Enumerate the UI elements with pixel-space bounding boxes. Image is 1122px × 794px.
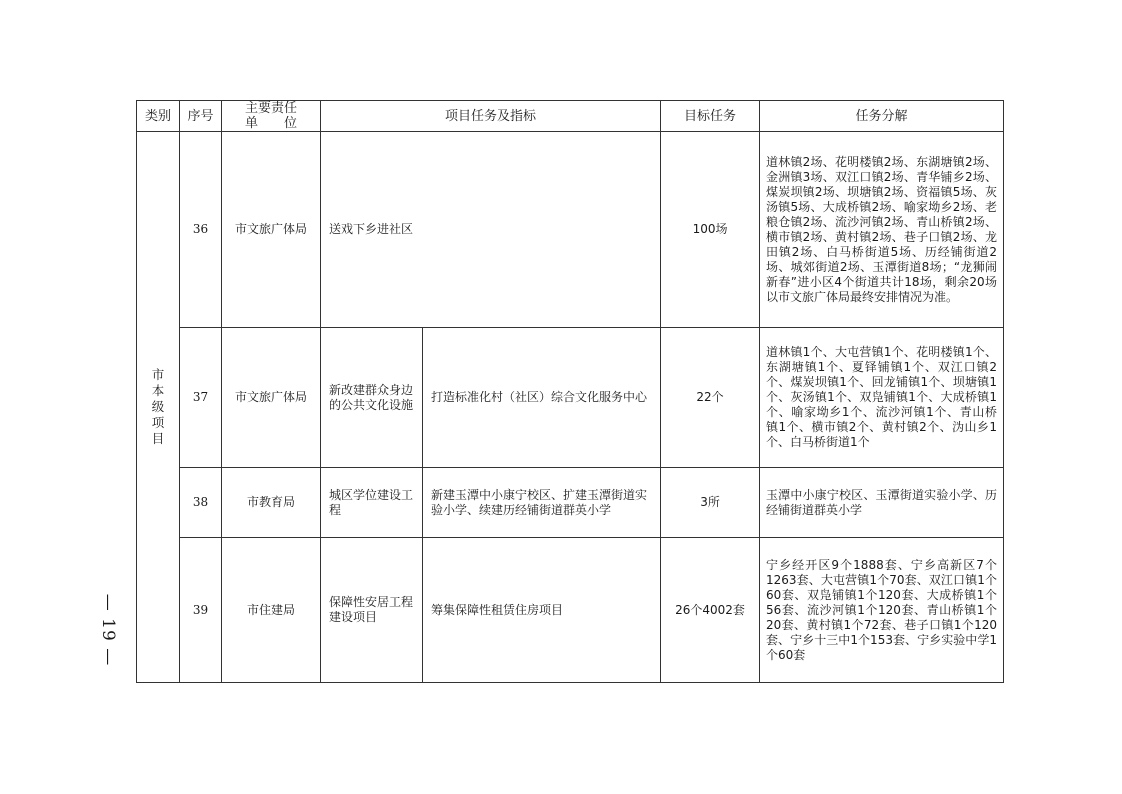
project-cell: 城区学位建设工程 — [321, 468, 423, 538]
project-detail-cell: 打造标准化村（社区）综合文化服务中心 — [423, 328, 661, 468]
table-row — [137, 132, 1004, 328]
table-header-row — [137, 101, 1004, 132]
unit-cell: 市文旅广体局 — [222, 328, 321, 468]
header-unit: 主要责任 单 位 — [222, 101, 321, 132]
target-cell: 26个4002套 — [661, 538, 760, 683]
seq-cell: 36 — [180, 132, 222, 328]
unit-cell: 市文旅广体局 — [222, 132, 321, 328]
project-detail-cell: 新建玉潭中小康宁校区、扩建玉潭街道实验小学、续建历经铺街道群英小学 — [423, 468, 661, 538]
header-decomposition: 任务分解 — [760, 101, 1004, 132]
unit-cell: 市教育局 — [222, 468, 321, 538]
project-cell: 送戏下乡进社区 — [321, 132, 661, 328]
page-number — [93, 575, 123, 685]
unit-cell: 市住建局 — [222, 538, 321, 683]
decomposition-cell: 道林镇2场、花明楼镇2场、东湖塘镇2场、金洲镇3场、双江口镇2场、青华铺乡2场、煤炭坝镇2场、坝塘镇2场、资福镇5场、灰汤镇5场、大成桥镇2场、喻家坳乡2场、老粮仓镇2场、流沙河镇2场、青山桥镇2场、横市镇2场、黄村镇2场、巷子口镇2场、龙田镇2场、白马桥街道5场、历经铺街道2场、城郊街道2场、玉潭街道8场；“龙狮闹新春”进小区4个街道共计18场，剩余20场以市文旅广体局最终安排情况为准。 — [760, 132, 1004, 328]
category-label: 市本级项目 — [151, 367, 165, 446]
seq-cell: 38 — [180, 468, 222, 538]
header-target: 目标任务 — [661, 101, 760, 132]
seq-cell: 39 — [180, 538, 222, 683]
project-detail-cell: 筹集保障性租赁住房项目 — [423, 538, 661, 683]
header-seq: 序号 — [180, 101, 222, 132]
header-category: 类别 — [137, 101, 180, 132]
target-cell: 100场 — [661, 132, 760, 328]
target-cell: 22个 — [661, 328, 760, 468]
table-row — [137, 328, 1004, 468]
project-cell: 保障性安居工程建设项目 — [321, 538, 423, 683]
page-number-text: — 19 — — [98, 593, 119, 667]
decomposition-cell: 道林镇1个、大屯营镇1个、花明楼镇1个、东湖塘镇1个、夏铎铺镇1个、双江口镇2个、煤炭坝镇1个、回龙铺镇1个、坝塘镇1个、灰汤镇1个、双凫铺镇1个、大成桥镇1个、喻家坳乡1个、流沙河镇1个、青山桥镇1个、横市镇2个、黄村镇2个、沩山乡1个、白马桥街道1个 — [760, 328, 1004, 468]
seq-cell: 37 — [180, 328, 222, 468]
target-cell: 3所 — [661, 468, 760, 538]
decomposition-cell: 宁乡经开区9个1888套、宁乡高新区7个1263套、大屯营镇1个70套、双江口镇1个60套、双凫铺镇1个120套、大成桥镇1个56套、流沙河镇1个120套、青山桥镇1个20套、黄村镇1个72套、巷子口镇1个120套、宁乡十三中1个153套、宁乡实验中学1个60套 — [760, 538, 1004, 683]
category-cell — [137, 132, 180, 683]
header-project: 项目任务及指标 — [321, 101, 661, 132]
table-row — [137, 538, 1004, 683]
project-cell: 新改建群众身边的公共文化设施 — [321, 328, 423, 468]
project-table — [136, 100, 1004, 683]
table-row — [137, 468, 1004, 538]
decomposition-cell: 玉潭中小康宁校区、玉潭街道实验小学、历经铺街道群英小学 — [760, 468, 1004, 538]
